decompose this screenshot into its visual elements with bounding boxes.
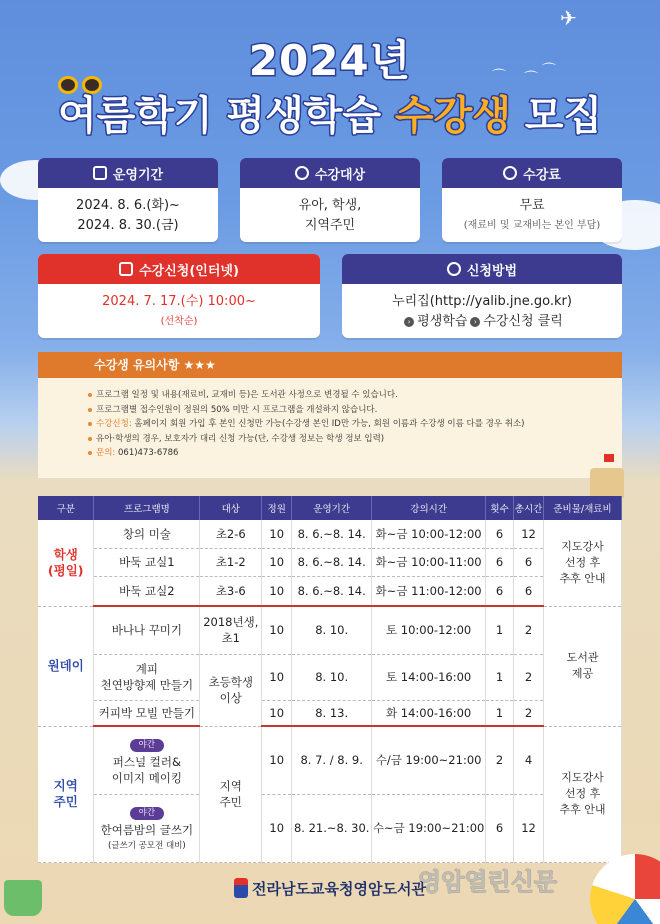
- sandcastle-icon: [590, 468, 624, 498]
- notice-box: [38, 352, 622, 478]
- target-label: 수강대상: [314, 167, 366, 183]
- period-card: [38, 158, 218, 242]
- notice-item: 유아·학생의 경우, 보호자가 대리 신청 가능(단, 수강생 정보는 학생 정보 입력): [96, 432, 622, 447]
- arrow-icon: ›: [470, 317, 480, 327]
- method-label: 신청방법: [466, 263, 518, 279]
- apply-label: 수강신청(인터넷): [139, 263, 239, 279]
- table-row: 계피 천연방향제 만들기 초등학생 이상 10 8. 10. 토 14:00-16:00 1 2: [38, 654, 622, 700]
- arrow-icon: ›: [404, 317, 414, 327]
- table-row: 바둑 교실1 초1-2 10 8. 6.~8. 14. 화~금 10:00-11:00 6 6: [38, 548, 622, 576]
- page-title: 여름학기 평생학습 수강생 모집: [57, 93, 603, 139]
- step1: 평생학습: [417, 314, 468, 329]
- table-row: 야간 한여름밤의 글쓰기 (글쓰기 공모전 대비) 10 8. 21.~8. 30. 수~금 19:00~21:00 6 12: [38, 794, 622, 862]
- coin-icon: [503, 166, 517, 180]
- night-badge: 야간: [130, 807, 164, 820]
- watermark: 영암열린신문: [418, 868, 558, 896]
- org-logo-icon: [234, 878, 248, 898]
- table-header: 구분 프로그램명 대상 정원 운영기간 강의시간 횟수 총시간 준비물/재료비: [38, 496, 622, 520]
- monitor-icon: [119, 262, 133, 276]
- group-student: 학생 (평일): [38, 520, 94, 606]
- note-student: 지도강사 선정 후 추후 안내: [544, 520, 622, 606]
- group-oneday: 원데이: [38, 606, 94, 726]
- period-start: 2024. 8. 6.(화)~: [76, 198, 180, 213]
- note-oneday: 도서관 제공: [544, 606, 622, 726]
- apply-note: (선착순): [160, 316, 198, 327]
- fee-value: 무료: [519, 198, 545, 213]
- apply-date: 2024. 7. 17.(수) 10:00~: [102, 294, 256, 309]
- bird-icon: ✈: [560, 6, 577, 30]
- calendar-icon: [93, 166, 107, 180]
- notice-item: 문의: 061)473-6786: [96, 446, 622, 461]
- seagull-icon: ⌒: [492, 69, 506, 85]
- method-url: 누리집(http://yalib.jne.go.kr): [392, 294, 572, 309]
- step2: 수강신청 클릭: [483, 314, 563, 329]
- flag-icon: [604, 454, 614, 462]
- notice-item: 프로그램 일정 및 내용(재료비, 교재비 등)은 도서관 사정으로 변경될 수 있습니다.: [96, 388, 622, 403]
- fee-note: (재료비 및 교재비는 본인 부담): [463, 220, 601, 231]
- people-icon: [295, 166, 309, 180]
- target-line1: 유아, 학생,: [298, 198, 362, 213]
- fee-card: [442, 158, 622, 242]
- apply-card: [38, 254, 320, 338]
- group-resident: 지역 주민: [38, 726, 94, 862]
- fee-label: 수강료: [523, 167, 561, 183]
- note-resident: 지도강사 선정 후 추후 안내: [544, 726, 622, 862]
- title-year: 2024년: [248, 36, 412, 85]
- table-row: 바둑 교실2 초3-6 10 8. 6.~8. 14. 화~금 11:00-12:00 6 6: [38, 576, 622, 606]
- table-row: 원데이 바나나 꾸미기 2018년생, 초1 10 8. 10. 토 10:00-12:00 1 2 도서관 제공: [38, 606, 622, 654]
- schedule-table: [38, 496, 622, 863]
- footer-org: 전라남도교육청영암도서관: [0, 878, 660, 899]
- table-row: 지역 주민 야간 퍼스널 컬러& 이미지 메이킹 지역 주민 10 8. 7. / 8. 9. 수/금 19:00~21:00 2 4 지도강사 선정 후 추후 안내: [38, 726, 622, 794]
- method-steps: [342, 312, 622, 332]
- table-row: 커피박 모빌 만들기 10 8. 13. 화 14:00-16:00 1 2: [38, 700, 622, 726]
- period-label: 운영기간: [112, 167, 164, 183]
- notice-item: 프로그램별 접수인원이 정원의 50% 미만 시 프로그램을 개설하지 않습니다.: [96, 403, 622, 418]
- period-end: 2024. 8. 30.(금): [77, 218, 179, 233]
- target-card: [240, 158, 420, 242]
- target-line2: 지역주민: [304, 218, 356, 233]
- method-card: [342, 254, 622, 338]
- notice-item: 수강신청: 홈페이지 회원 가입 후 본인 신청만 가능(수강생 본인 ID만 가능, 회원 이름과 수강생 이름 다를 경우 취소): [96, 417, 622, 432]
- hand-pointer-icon: [447, 262, 461, 276]
- seagull-icon: ⌒: [524, 71, 538, 87]
- night-badge: 야간: [130, 739, 164, 752]
- table-row: 학생 (평일) 창의 미술 초2-6 10 8. 6.~8. 14. 화~금 10:00-12:00 6 12 지도강사 선정 후 추후 안내: [38, 520, 622, 548]
- seagull-icon: ⌒: [542, 63, 556, 79]
- notice-title: 수강생 유의사항 ★★★: [38, 352, 622, 378]
